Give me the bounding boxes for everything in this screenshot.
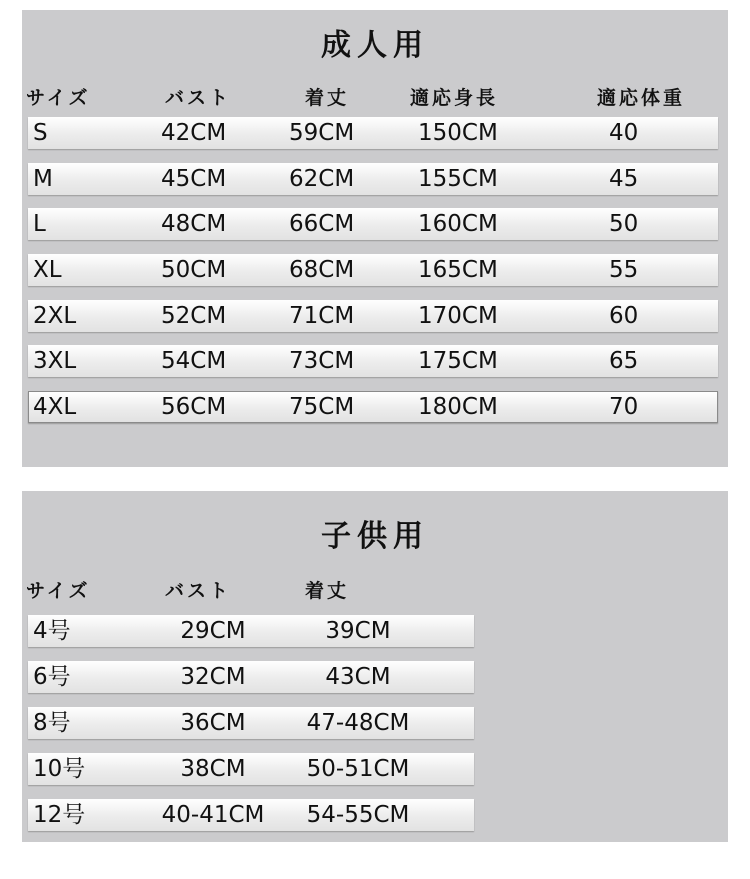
cell-size: S [33,120,48,146]
kids-header-size: サイズ [26,580,91,602]
adult-row [28,391,718,423]
cell-length: 62CM [289,166,355,192]
adult-table-title: 成人用 [321,28,429,63]
kids-row [28,799,474,831]
cell-weight: 60 [609,303,639,329]
cell-length: 71CM [289,303,355,329]
kids-table-title: 子供用 [321,519,429,554]
cell-bust: 38CM [180,756,246,782]
cell-size: M [33,166,53,192]
cell-size: XL [33,257,62,283]
adult-row [28,345,718,377]
cell-bust: 50CM [161,257,227,283]
cell-length: 73CM [289,348,355,374]
cell-height: 160CM [418,211,498,237]
adult-header-size: サイズ [26,87,91,109]
cell-size: 4号 [33,618,71,644]
cell-length: 75CM [289,394,355,420]
cell-height: 155CM [418,166,498,192]
cell-weight: 55 [609,257,639,283]
cell-height: 170CM [418,303,498,329]
kids-row [28,661,474,693]
cell-length: 39CM [325,618,391,644]
cell-size: 10号 [33,756,86,782]
kids-row [28,615,474,647]
cell-weight: 65 [609,348,639,374]
cell-size: 3XL [33,348,77,374]
cell-length: 59CM [289,120,355,146]
cell-weight: 70 [609,394,639,420]
adult-header-height: 適応身長 [410,87,499,109]
cell-bust: 54CM [161,348,227,374]
kids-header-bust: バスト [165,580,232,602]
adult-row [28,117,718,149]
kids-header-length: 着丈 [305,580,350,602]
adult-row [28,163,718,195]
cell-weight: 45 [609,166,639,192]
cell-height: 150CM [418,120,498,146]
cell-height: 165CM [418,257,498,283]
kids-size-table [22,491,728,842]
adult-header-length: 着丈 [305,87,350,109]
cell-length: 54-55CM [306,802,410,828]
cell-bust: 36CM [180,710,246,736]
cell-length: 66CM [289,211,355,237]
cell-bust: 32CM [180,664,246,690]
kids-row [28,753,474,785]
cell-length: 68CM [289,257,355,283]
cell-size: 2XL [33,303,77,329]
cell-size: 12号 [33,802,86,828]
adult-header-weight: 適応体重 [597,87,686,109]
cell-bust: 48CM [161,211,227,237]
adult-size-table [22,10,728,467]
cell-weight: 40 [609,120,639,146]
cell-weight: 50 [609,211,639,237]
cell-bust: 42CM [161,120,227,146]
cell-height: 180CM [418,394,498,420]
adult-row [28,208,718,240]
cell-size: 4XL [33,394,77,420]
adult-row [28,300,718,332]
adult-row [28,254,718,286]
cell-size: 8号 [33,710,71,736]
kids-row [28,707,474,739]
cell-bust: 29CM [180,618,246,644]
cell-bust: 40-41CM [161,802,265,828]
cell-length: 50-51CM [306,756,410,782]
cell-size: L [33,211,46,237]
cell-size: 6号 [33,664,71,690]
cell-bust: 52CM [161,303,227,329]
cell-bust: 45CM [161,166,227,192]
cell-length: 47-48CM [306,710,410,736]
adult-header-bust: バスト [165,87,232,109]
cell-length: 43CM [325,664,391,690]
cell-bust: 56CM [161,394,227,420]
cell-height: 175CM [418,348,498,374]
